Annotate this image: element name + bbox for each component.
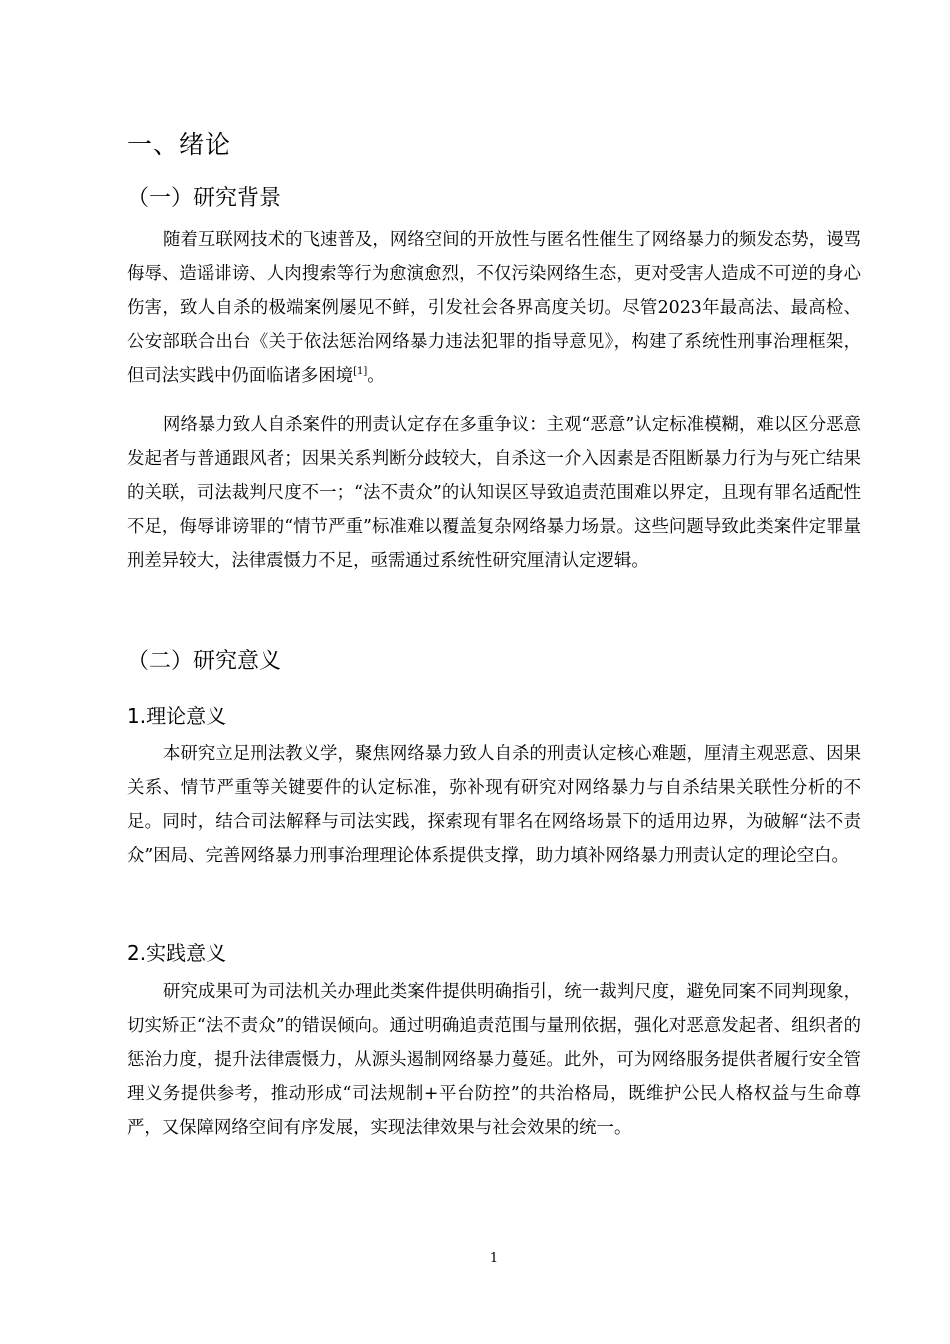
- citation-reference: [1]: [353, 366, 368, 377]
- section-heading-background: （一）研究背景: [127, 186, 282, 211]
- background-paragraph-1-end: 。: [367, 366, 385, 386]
- section-heading-significance: （二）研究意义: [127, 649, 282, 674]
- chapter-heading: 一、绪论: [127, 130, 232, 159]
- page-number: 1: [489, 1251, 499, 1266]
- practice-paragraph: 研究成果可为司法机关办理此类案件提供明确指引，统一裁判尺度，避免同案不同判现象，切实矫正“法不责众”的错误倾向。通过明确追责范围与量刑依据，强化对恶意发起者、组织者的惩治力度，提升法律震慑力，从源头遏制网络暴力蔓延。此外，可为网络服务提供者履行安全管理义务提供参考，推动形成“司法规制+平台防控”的共治格局，既维护公民人格权益与生命尊严，又保障网络空间有序发展，实现法律效果与社会效果的统一。: [127, 982, 861, 1138]
- document-page: [127, 0, 861, 1344]
- background-paragraph-2: 网络暴力致人自杀案件的刑责认定存在多重争议：主观“恶意”认定标准模糊，难以区分恶意发起者与普通跟风者；因果关系判断分歧较大，自杀这一介入因素是否阻断暴力行为与死亡结果的关联，司法裁判尺度不一；“法不责众”的认知误区导致追责范围难以界定，且现有罪名适配性不足，侮辱诽谤罪的“情节严重”标准难以覆盖复杂网络暴力场景。这些问题导致此类案件定罪量刑差异较大，法律震慑力不足，亟需通过系统性研究厘清认定逻辑。: [127, 415, 861, 571]
- theory-paragraph: 本研究立足刑法教义学，聚焦网络暴力致人自杀的刑责认定核心难题，厘清主观恶意、因果关系、情节严重等关键要件的认定标准，弥补现有研究对网络暴力与自杀结果关联性分析的不足。同时，结合司法解释与司法实践，探索现有罪名在网络场景下的适用边界，为破解“法不责众”困局、完善网络暴力刑事治理理论体系提供支撑，助力填补网络暴力刑责认定的理论空白。: [127, 744, 861, 866]
- subsection-heading-theory: 1.理论意义: [127, 704, 227, 728]
- background-paragraph-1-text: 随着互联网技术的飞速普及，网络空间的开放性与匿名性催生了网络暴力的频发态势，谩骂侮辱、造谣诽谤、人肉搜索等行为愈演愈烈，不仅污染网络生态，更对受害人造成不可逆的身心伤害，致人自杀的极端案例屡见不鲜，引发社会各界高度关切。尽管2023年最高法、最高检、公安部联合出台《关于依法惩治网络暴力违法犯罪的指导意见》，构建了系统性刑事治理框架，但司法实践中仍面临诸多困境: [127, 230, 861, 386]
- subsection-heading-practice: 2.实践意义: [127, 941, 227, 965]
- background-paragraph-1: [127, 223, 861, 393]
